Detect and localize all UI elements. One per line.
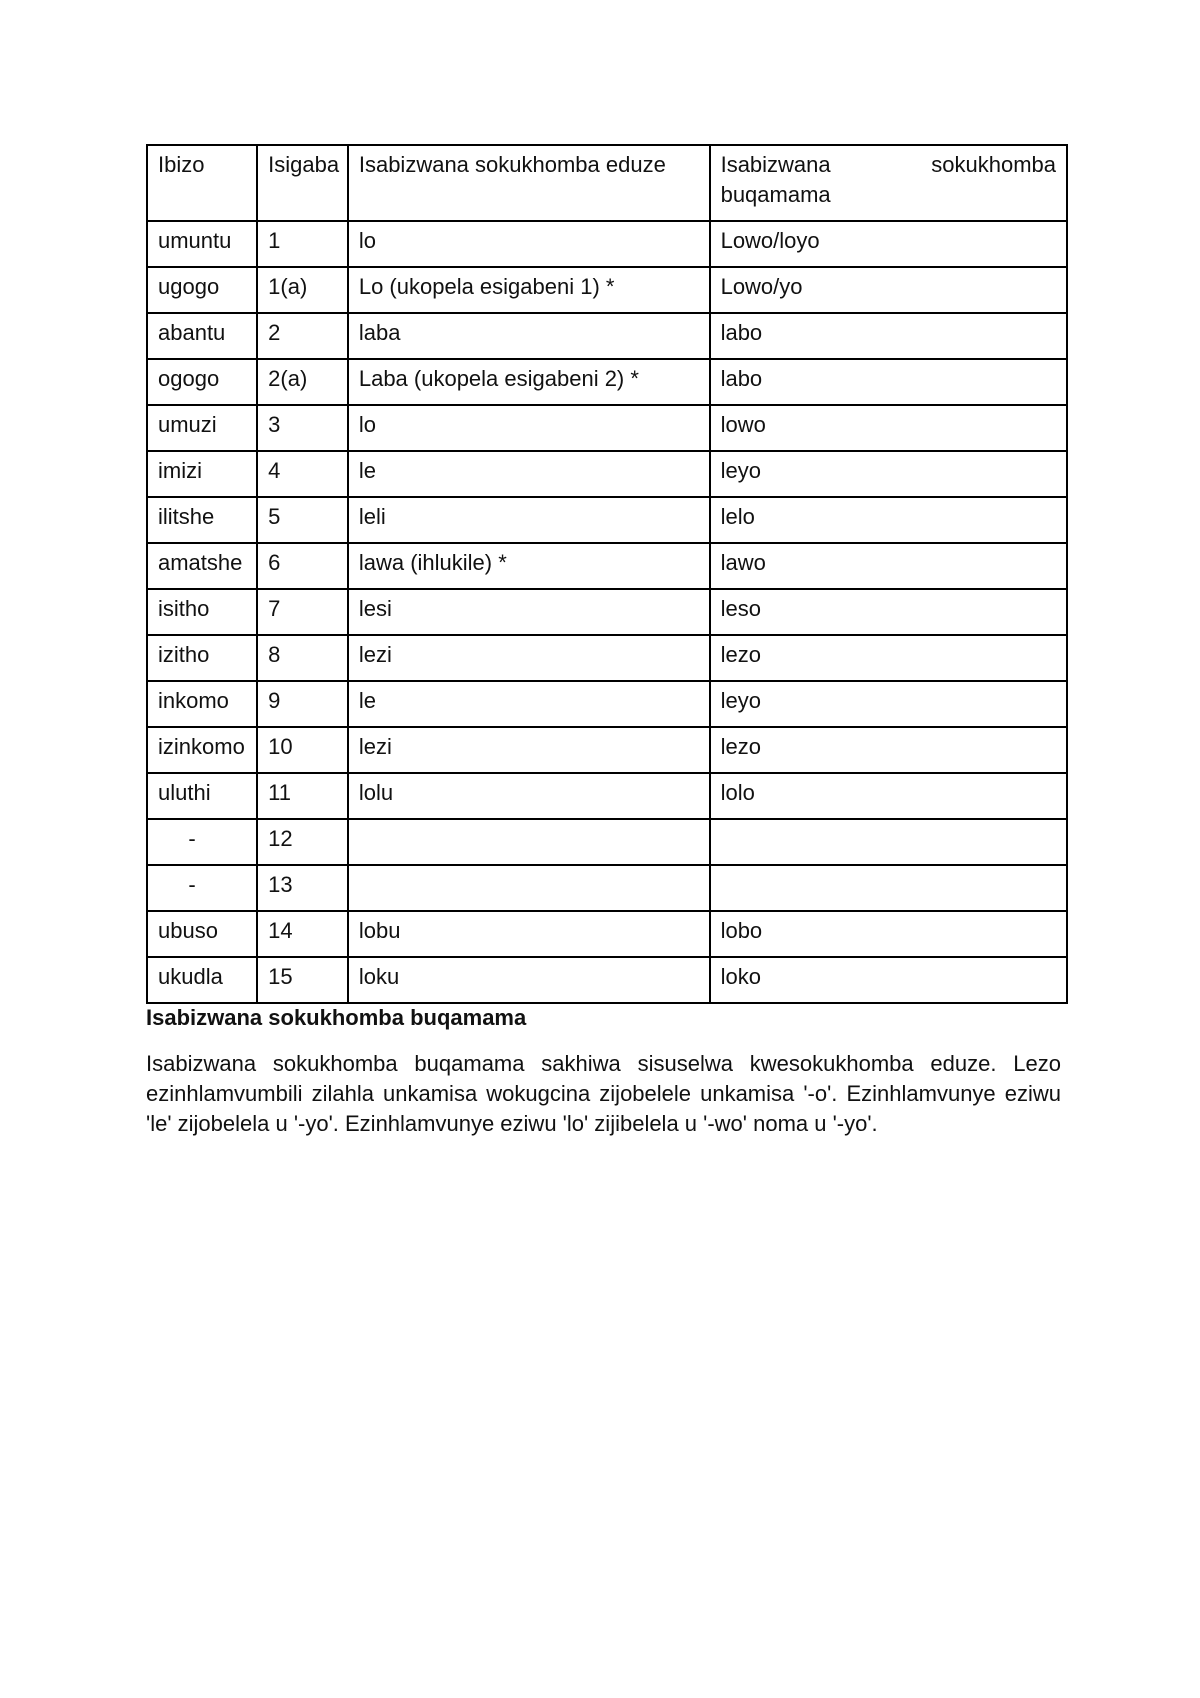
- cell-far-demonstrative: lolo: [710, 773, 1067, 819]
- section-paragraph: Isabizwana sokukhomba buqamama sakhiwa sisuselwa kwesokukhomba eduze. Lezo ezinhlamvumbili zilahla unkamisa wokugcina zijobelele unkamisa '-o'. Ezinhlamvunye eziwu 'le' zijobelela u '-yo'. Ezinhlamvunye eziwu 'lo' zijibelela u '-wo' noma u '-yo'.: [146, 1051, 1061, 1136]
- cell-near-demonstrative: lawa (ihlukile) *: [348, 543, 710, 589]
- cell-near-demonstrative: lo: [348, 405, 710, 451]
- cell-near-demonstrative: leli: [348, 497, 710, 543]
- table-row: [147, 957, 1067, 1003]
- table-row: [147, 911, 1067, 957]
- table-body: [147, 145, 1067, 1003]
- cell-noun: inkomo: [147, 681, 257, 727]
- cell-far-demonstrative: leyo: [710, 451, 1067, 497]
- cell-noun: amatshe: [147, 543, 257, 589]
- cell-noun: ilitshe: [147, 497, 257, 543]
- section-heading: Isabizwana sokukhomba buqamama: [146, 1005, 527, 1030]
- cell-near-demonstrative: lesi: [348, 589, 710, 635]
- cell-near-demonstrative: [348, 819, 710, 865]
- cell-class: 11: [257, 773, 348, 819]
- cell-far-demonstrative: leso: [710, 589, 1067, 635]
- table-row: [147, 681, 1067, 727]
- cell-far-demonstrative: leyo: [710, 681, 1067, 727]
- cell-class: 12: [257, 819, 348, 865]
- cell-class: 6: [257, 543, 348, 589]
- cell-noun: umuntu: [147, 221, 257, 267]
- table-row: [147, 405, 1067, 451]
- table-row: [147, 451, 1067, 497]
- cell-noun: ubuso: [147, 911, 257, 957]
- cell-class: 13: [257, 865, 348, 911]
- cell-far-demonstrative: Lowo/yo: [710, 267, 1067, 313]
- cell-near-demonstrative: Lo (ukopela esigabeni 1) *: [348, 267, 710, 313]
- cell-noun: izinkomo: [147, 727, 257, 773]
- cell-noun: abantu: [147, 313, 257, 359]
- cell-far-demonstrative: lelo: [710, 497, 1067, 543]
- cell-near-demonstrative: Laba (ukopela esigabeni 2) *: [348, 359, 710, 405]
- table-row: [147, 267, 1067, 313]
- cell-near-demonstrative: le: [348, 451, 710, 497]
- table-row: [147, 819, 1067, 865]
- cell-far-demonstrative: lawo: [710, 543, 1067, 589]
- cell-far-demonstrative: lezo: [710, 727, 1067, 773]
- table-row: [147, 773, 1067, 819]
- cell-noun: uluthi: [147, 773, 257, 819]
- table-row: [147, 635, 1067, 681]
- cell-far-demonstrative: lobo: [710, 911, 1067, 957]
- cell-near-demonstrative: lolu: [348, 773, 710, 819]
- table-row: [147, 865, 1067, 911]
- cell-near-demonstrative: lezi: [348, 635, 710, 681]
- cell-class: 15: [257, 957, 348, 1003]
- table-row: [147, 543, 1067, 589]
- cell-noun: ogogo: [147, 359, 257, 405]
- table-header-row: [147, 145, 1067, 221]
- table-row: [147, 359, 1067, 405]
- cell-class: 9: [257, 681, 348, 727]
- cell-far-demonstrative: lezo: [710, 635, 1067, 681]
- table-row: [147, 589, 1067, 635]
- table-row: [147, 727, 1067, 773]
- header-cell-near-demonstrative: Isabizwana sokukhomba eduze: [348, 145, 710, 221]
- cell-far-demonstrative: labo: [710, 359, 1067, 405]
- cell-noun: ugogo: [147, 267, 257, 313]
- cell-near-demonstrative: lezi: [348, 727, 710, 773]
- table-row: [147, 221, 1067, 267]
- demonstrative-pronoun-table: [146, 144, 1068, 1004]
- cell-class: 1: [257, 221, 348, 267]
- cell-noun: isitho: [147, 589, 257, 635]
- cell-far-demonstrative: loko: [710, 957, 1067, 1003]
- header-cell-noun: Ibizo: [147, 145, 257, 221]
- table-row: [147, 313, 1067, 359]
- cell-class: 3: [257, 405, 348, 451]
- cell-class: 2: [257, 313, 348, 359]
- cell-far-demonstrative: Lowo/loyo: [710, 221, 1067, 267]
- header-cell-class: Isigaba: [257, 145, 348, 221]
- cell-class: 4: [257, 451, 348, 497]
- cell-noun: -: [147, 819, 257, 865]
- cell-far-demonstrative: lowo: [710, 405, 1067, 451]
- cell-near-demonstrative: lobu: [348, 911, 710, 957]
- cell-near-demonstrative: laba: [348, 313, 710, 359]
- cell-near-demonstrative: loku: [348, 957, 710, 1003]
- cell-class: 5: [257, 497, 348, 543]
- cell-noun: imizi: [147, 451, 257, 497]
- cell-noun: izitho: [147, 635, 257, 681]
- cell-noun: -: [147, 865, 257, 911]
- cell-class: 8: [257, 635, 348, 681]
- cell-class: 14: [257, 911, 348, 957]
- cell-class: 2(a): [257, 359, 348, 405]
- cell-far-demonstrative: labo: [710, 313, 1067, 359]
- cell-class: 10: [257, 727, 348, 773]
- cell-far-demonstrative: [710, 819, 1067, 865]
- table-row: [147, 497, 1067, 543]
- cell-near-demonstrative: [348, 865, 710, 911]
- cell-far-demonstrative: [710, 865, 1067, 911]
- cell-noun: ukudla: [147, 957, 257, 1003]
- cell-near-demonstrative: le: [348, 681, 710, 727]
- cell-class: 1(a): [257, 267, 348, 313]
- header-cell-far-demonstrative: Isabizwana sokukhomba buqamama: [710, 145, 1067, 221]
- cell-near-demonstrative: lo: [348, 221, 710, 267]
- cell-noun: umuzi: [147, 405, 257, 451]
- cell-class: 7: [257, 589, 348, 635]
